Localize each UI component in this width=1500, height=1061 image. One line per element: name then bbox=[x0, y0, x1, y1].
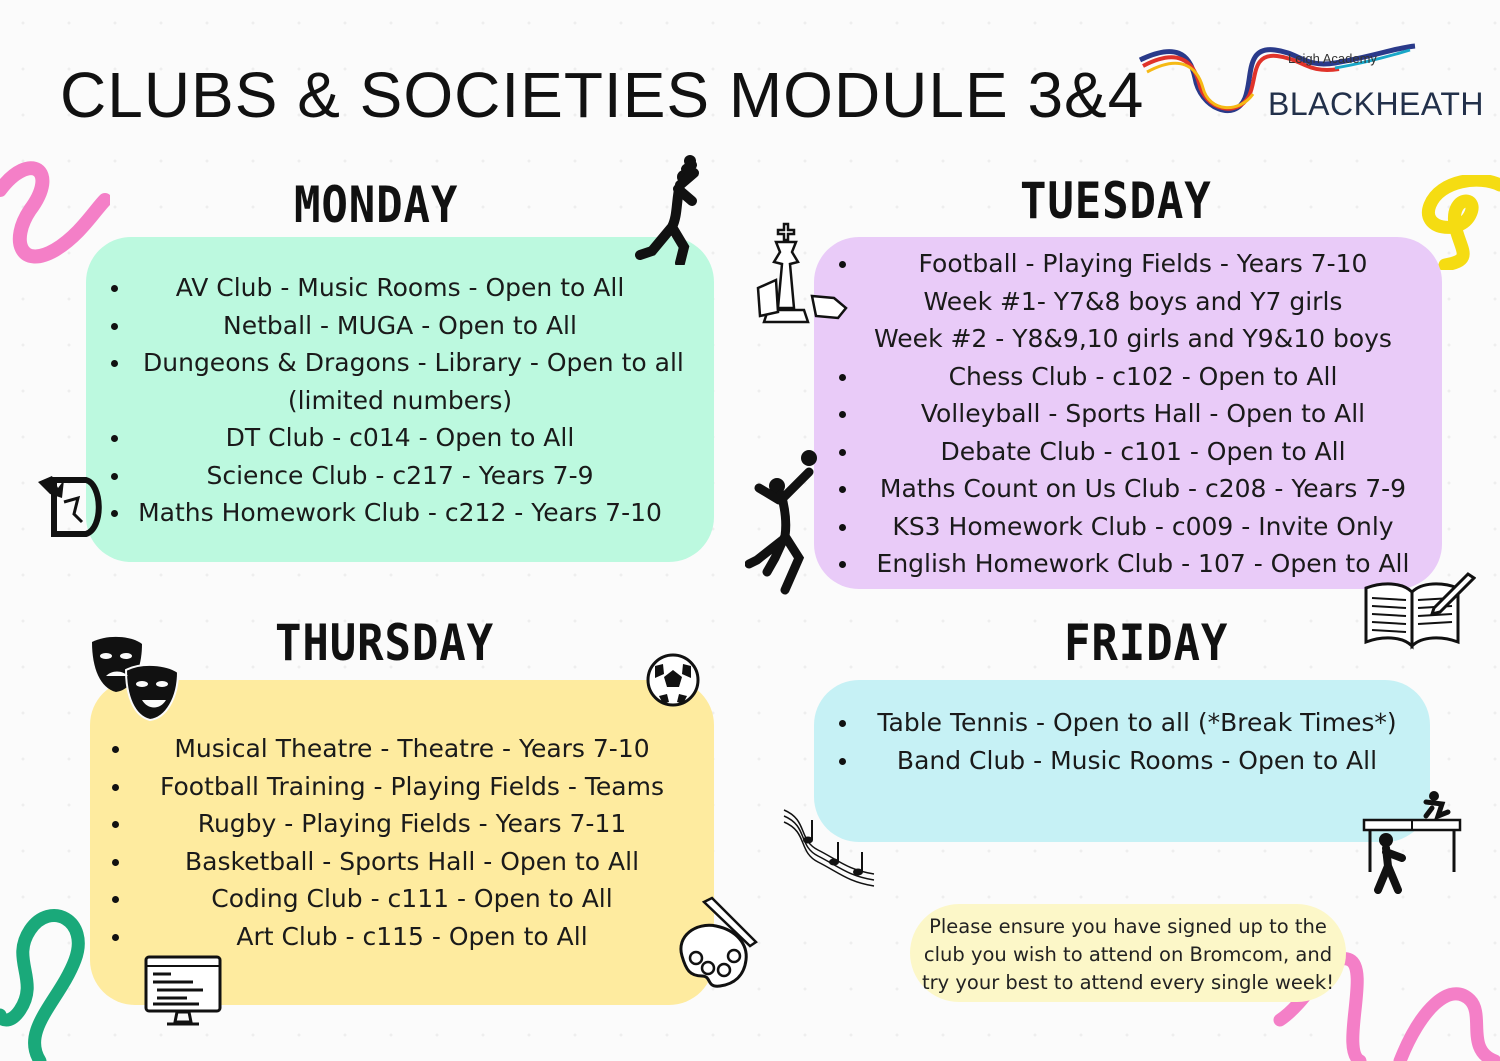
signup-note bbox=[910, 904, 1346, 1002]
list-item: AV Club - Music Rooms - Open to All bbox=[86, 269, 714, 307]
list-item: Rugby - Playing Fields - Years 7-11 bbox=[90, 805, 714, 843]
list-item: Dungeons & Dragons - Library - Open to all bbox=[86, 344, 714, 382]
list-item: Basketball - Sports Hall - Open to All bbox=[90, 843, 714, 881]
list-item: Science Club - c217 - Years 7-9 bbox=[86, 457, 714, 495]
list-item: DT Club - c014 - Open to All bbox=[86, 419, 714, 457]
chess-pieces-icon bbox=[750, 222, 850, 334]
music-notes-icon bbox=[778, 800, 878, 890]
volleyball-player-icon bbox=[745, 448, 827, 598]
thursday-heading: THURSDAY bbox=[275, 614, 494, 672]
monday-box bbox=[86, 237, 714, 562]
tuesday-box bbox=[814, 237, 1442, 589]
list-item: Week #2 - Y8&9,10 girls and Y9&10 boys bbox=[874, 324, 1392, 353]
note-line: Please ensure you have signed up to the bbox=[929, 915, 1327, 938]
football-icon bbox=[645, 652, 701, 708]
monday-heading: MONDAY bbox=[294, 176, 459, 234]
list-item: Football Training - Playing Fields - Teams bbox=[90, 768, 714, 806]
friday-box bbox=[814, 680, 1430, 842]
list-item: Netball - MUGA - Open to All bbox=[86, 307, 714, 345]
theatre-masks-icon bbox=[88, 632, 183, 727]
note-line: club you wish to attend on Bromcom, and bbox=[923, 943, 1333, 966]
table-tennis-icon bbox=[1362, 786, 1462, 896]
list-item: Maths Count on Us Club - c208 - Years 7-9 bbox=[814, 470, 1442, 508]
page-title: CLUBS & SOCIETIES MODULE 3&4 bbox=[60, 59, 1145, 131]
list-item: (limited numbers) bbox=[287, 385, 513, 415]
tuesday-heading: TUESDAY bbox=[1020, 172, 1212, 230]
list-item: Art Club - c115 - Open to All bbox=[90, 918, 714, 956]
list-item: Week #1- Y7&8 boys and Y7 girls bbox=[923, 286, 1343, 316]
list-item: Band Club - Music Rooms - Open to All bbox=[814, 742, 1430, 780]
logo-academy-text: Leigh Academy bbox=[1288, 51, 1377, 66]
list-item: KS3 Homework Club - c009 - Invite Only bbox=[814, 508, 1442, 546]
coding-monitor-icon bbox=[143, 954, 223, 1028]
list-item: Football - Playing Fields - Years 7-10 bbox=[814, 245, 1442, 283]
dragon-icon bbox=[34, 472, 106, 542]
basketball-player-icon bbox=[632, 155, 712, 265]
list-item: Maths Homework Club - c212 - Years 7-10 bbox=[86, 494, 714, 532]
list-item: Volleyball - Sports Hall - Open to All bbox=[814, 395, 1442, 433]
list-item: Chess Club - c102 - Open to All bbox=[814, 358, 1442, 396]
list-item: Musical Theatre - Theatre - Years 7-10 bbox=[90, 730, 714, 768]
friday-heading: FRIDAY bbox=[1064, 614, 1229, 672]
note-line: try your best to attend every single week! bbox=[921, 971, 1335, 994]
list-item: Coding Club - c111 - Open to All bbox=[90, 880, 714, 918]
logo-school-text: BLACKHEATH bbox=[1268, 86, 1485, 122]
list-item: English Homework Club - 107 - Open to All bbox=[814, 545, 1442, 583]
list-item: Debate Club - c101 - Open to All bbox=[814, 433, 1442, 471]
list-item: Table Tennis - Open to all (*Break Times*) bbox=[814, 704, 1430, 742]
art-palette-icon bbox=[672, 896, 762, 996]
book-pencil-icon bbox=[1362, 568, 1476, 650]
